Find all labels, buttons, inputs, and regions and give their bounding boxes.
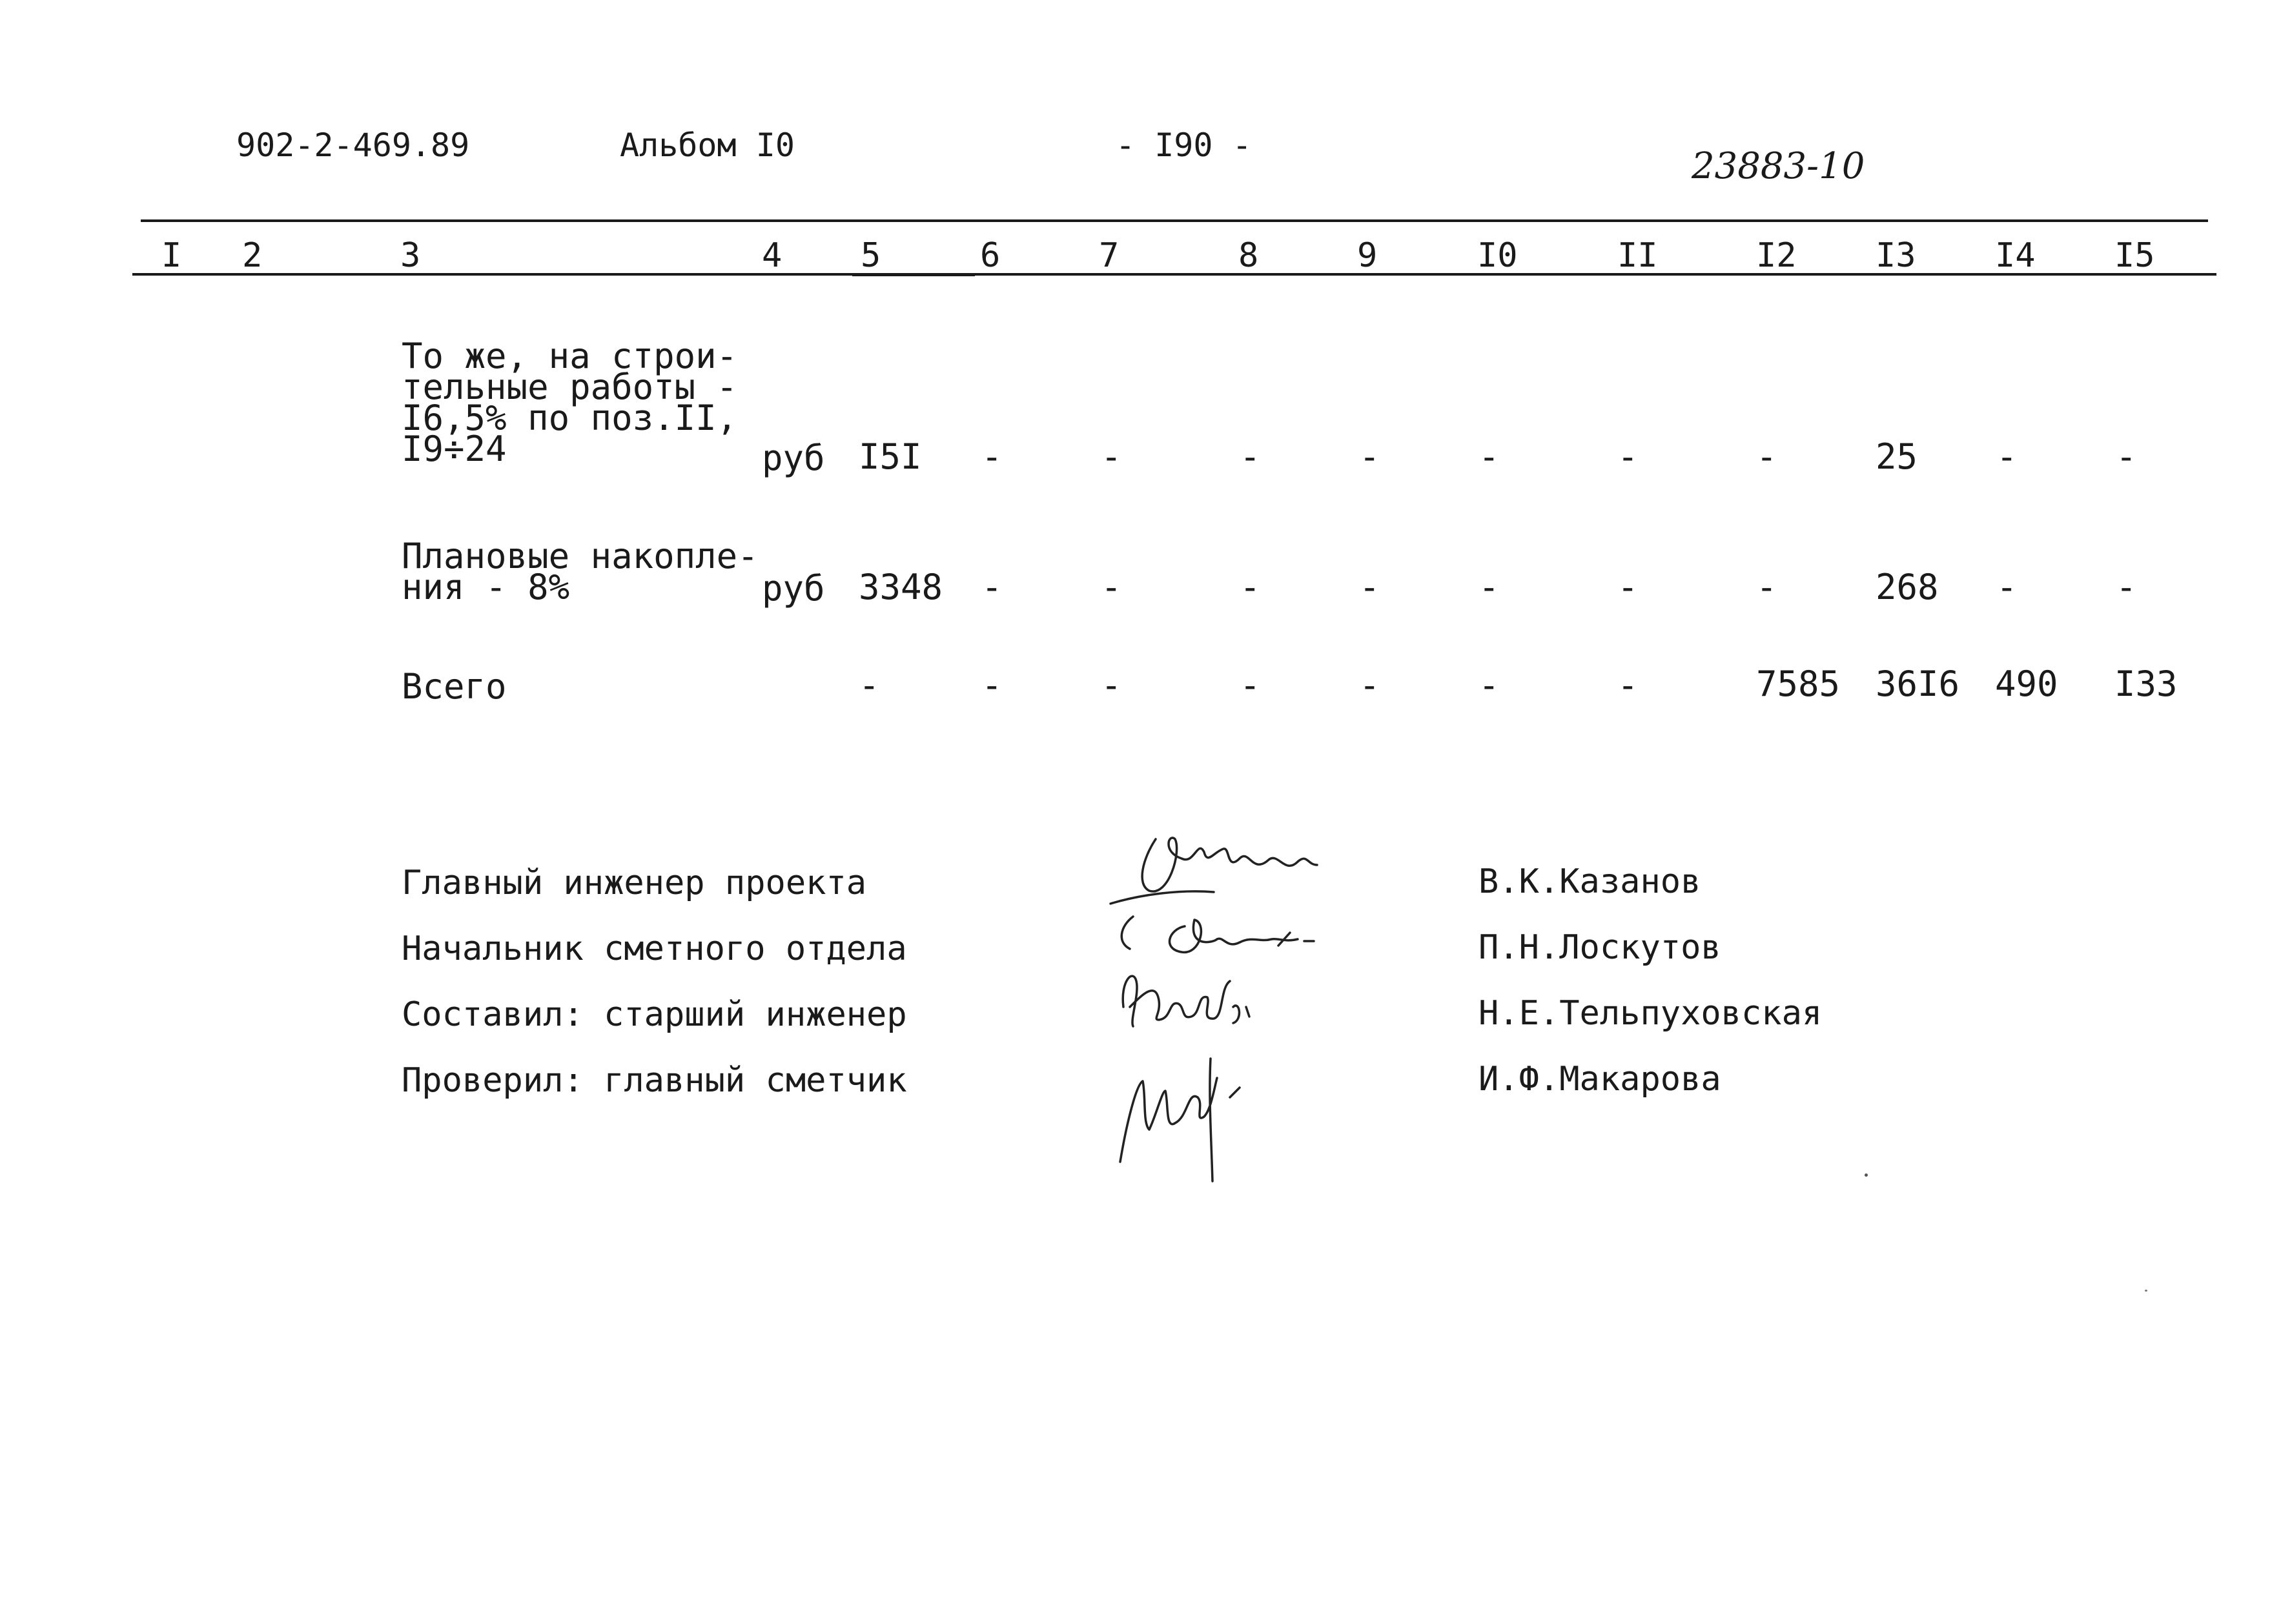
inventory-number: 23883-10: [1692, 145, 1865, 187]
album-label: Альбом I0: [620, 127, 795, 164]
col-10-number: I0: [1477, 236, 1518, 275]
col-5-number: 5: [861, 236, 881, 275]
cell-col8: -: [1240, 567, 1261, 607]
col-11-number: II: [1617, 236, 1658, 275]
cell-col11: -: [1617, 567, 1639, 607]
cell-col13: 25: [1876, 436, 1918, 477]
cell-col5: 3348: [859, 567, 943, 607]
table-top-rule: [141, 219, 2208, 222]
signatory-name: И.Ф.Макарова: [1478, 1060, 1721, 1099]
cell-col15: -: [2116, 436, 2137, 477]
handwritten-signatures: [1085, 813, 1446, 1213]
signature-loskutov: [1121, 917, 1314, 952]
cell-col13: 36I6: [1876, 664, 1960, 704]
col-14-number: I4: [1995, 236, 2036, 275]
cell-col6: -: [981, 567, 1003, 607]
cell-col11: -: [1617, 665, 1639, 705]
col-5-underline: [852, 275, 975, 276]
cell-col5: I5I: [859, 436, 922, 477]
col-13-number: I3: [1876, 236, 1916, 275]
page-number: - I90 -: [1116, 127, 1252, 164]
signatory-name: П.Н.Лоскутов: [1478, 928, 1721, 967]
cell-col10: -: [1478, 665, 1500, 705]
cell-col5: -: [859, 665, 880, 705]
cell-col7: -: [1101, 436, 1122, 477]
cell-col14: -: [1996, 567, 2018, 607]
document-code: 902-2-469.89: [236, 127, 470, 164]
row-unit: руб: [762, 568, 825, 609]
cell-col9: -: [1359, 436, 1380, 477]
signature-role: Главный инженер проекта: [402, 864, 867, 902]
col-3-number: 3: [400, 236, 421, 275]
cell-col12: -: [1756, 567, 1777, 607]
col-2-number: 2: [242, 236, 263, 275]
signature-makarova: [1120, 1059, 1240, 1181]
cell-col8: -: [1240, 665, 1261, 705]
cell-col8: -: [1240, 436, 1261, 477]
col-15-number: I5: [2114, 236, 2155, 275]
signatory-name: Н.Е.Тельпуховская: [1478, 994, 1823, 1033]
col-8-number: 8: [1238, 236, 1259, 275]
cell-col6: -: [981, 436, 1003, 477]
row-unit: руб: [762, 438, 825, 478]
paper-speck: [2145, 1290, 2147, 1292]
signature-role: Проверил: главный сметчик: [402, 1061, 907, 1100]
row-description: Всего: [402, 666, 507, 707]
signature-kazanov: [1110, 838, 1317, 904]
cell-col7: -: [1101, 665, 1122, 705]
row-description: То же, на строи- тельные работы - I6,5% по поз.II, I9÷24: [402, 336, 738, 469]
col-7-number: 7: [1099, 236, 1120, 275]
signature-role: Составил: старший инженер: [402, 995, 907, 1034]
cell-col13: 268: [1876, 567, 1939, 607]
cell-col14: -: [1996, 436, 2018, 477]
col-1-number: I: [161, 236, 182, 275]
signature-role: Начальник сметного отдела: [402, 929, 907, 968]
col-6-number: 6: [980, 236, 1001, 275]
cell-col10: -: [1478, 567, 1500, 607]
cell-col9: -: [1359, 567, 1380, 607]
cell-col14: 490: [1995, 664, 2058, 704]
col-9-number: 9: [1357, 236, 1378, 275]
cell-col9: -: [1359, 665, 1380, 705]
cell-col12: 7585: [1756, 664, 1841, 704]
col-12-number: I2: [1756, 236, 1797, 275]
paper-speck: [1865, 1173, 1868, 1177]
col-4-number: 4: [762, 236, 782, 275]
cell-col12: -: [1756, 436, 1777, 477]
cell-col15: I33: [2114, 664, 2178, 704]
signature-telpukhovskaya: [1123, 976, 1249, 1026]
signatory-name: В.К.Казанов: [1478, 862, 1701, 901]
cell-col7: -: [1101, 567, 1122, 607]
cell-col6: -: [981, 665, 1003, 705]
row-description: Плановые накопле- ния - 8%: [402, 536, 759, 607]
cell-col11: -: [1617, 436, 1639, 477]
cell-col15: -: [2116, 567, 2137, 607]
cell-col10: -: [1478, 436, 1500, 477]
